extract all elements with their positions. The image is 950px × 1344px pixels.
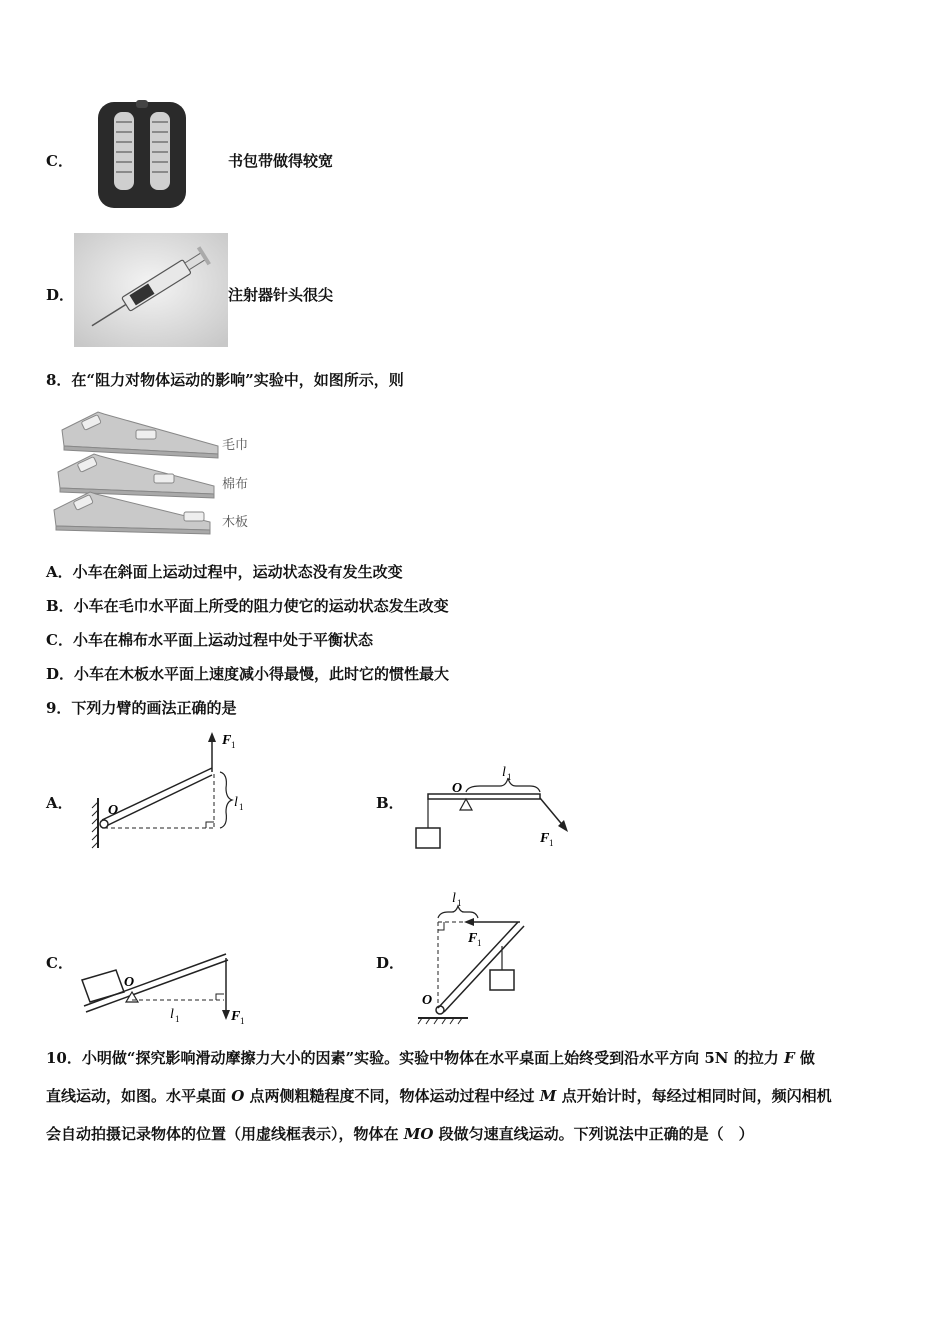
syringe-image (74, 233, 228, 347)
q8-option-a: A．小车在斜面上运动过程中，运动状态没有发生改变 (46, 563, 403, 581)
q9-figure-d (410, 890, 540, 1026)
q8-option-c: C．小车在棉布水平面上运动过程中处于平衡状态 (46, 631, 373, 649)
option-c-text: 书包带做得较宽 (228, 152, 334, 170)
option-d-text: 注射器针头很尖 (228, 286, 334, 304)
syringe-icon (74, 233, 228, 347)
q9b-force-label: F (540, 831, 550, 846)
q9a-o-label: O (108, 803, 119, 818)
q10-line-3: 会自动拍摄记录物体的位置（用虚线框表示），物体在 MO 段做匀速直线运动。下列说法中正确的是（ ） (46, 1125, 754, 1143)
q9b-arm-label: l (502, 765, 506, 780)
q10-line-2: 直线运动，如图。水平桌面 O 点两侧粗糙程度不同，物体运动过程中经过 M 点开始计时，每经过相同时间，频闪相机 (46, 1087, 832, 1105)
q9-option-b-letter: B． (376, 794, 404, 812)
q9-figure-b (410, 762, 580, 854)
q9d-o-label: O (422, 993, 433, 1008)
q9d-arm-label: l (452, 891, 456, 906)
option-d-letter: D． (46, 286, 75, 304)
q9d-arm-sub: 1 (457, 898, 462, 908)
q9-figure-c (78, 940, 258, 1030)
q9a-force-label: F (222, 733, 232, 748)
q9d-force-label: F (468, 931, 478, 946)
q9d-force-sub: 1 (477, 938, 482, 948)
backpack-image (96, 98, 188, 212)
q9c-force-label: F (231, 1009, 241, 1024)
q9c-arm-label: l (170, 1007, 174, 1022)
q10-line-1: 10．小明做“探究影响滑动摩擦力大小的因素”实验。实验中物体在水平桌面上始终受到沿水平方向 5N 的拉力 F 做 (46, 1049, 815, 1067)
q8-label-towel: 毛巾 (222, 438, 249, 453)
q9-stem: 9．下列力臂的画法正确的是 (46, 699, 237, 717)
q9-option-c-letter: C． (46, 954, 73, 972)
option-c-letter: C． (46, 152, 73, 170)
q9-option-a-letter: A． (46, 794, 73, 812)
q9a-force-sub: 1 (231, 740, 236, 750)
q8-label-cotton: 棉布 (222, 477, 249, 492)
q9c-o-label: O (124, 975, 135, 990)
q9b-force-sub: 1 (549, 838, 554, 848)
q8-stem: 8．在“阻力对物体运动的影响”实验中，如图所示，则 (46, 371, 404, 389)
backpack-icon (96, 98, 188, 212)
q9a-arm-sub: 1 (239, 802, 244, 812)
q9c-arm-sub: 1 (175, 1014, 180, 1024)
q9a-arm-label: l (234, 795, 238, 810)
q8-option-d: D．小车在木板水平面上速度减小得最慢，此时它的惯性最大 (46, 665, 450, 683)
q9b-arm-sub: 1 (507, 772, 512, 782)
q8-label-wood: 木板 (222, 515, 249, 530)
q9b-o-label: O (452, 781, 463, 796)
q9-option-d-letter: D． (376, 954, 405, 972)
q9-figure-a (88, 728, 268, 858)
q9c-force-sub: 1 (240, 1016, 245, 1026)
q8-option-b: B．小车在毛巾水平面上所受的阻力使它的运动状态发生改变 (46, 597, 449, 615)
